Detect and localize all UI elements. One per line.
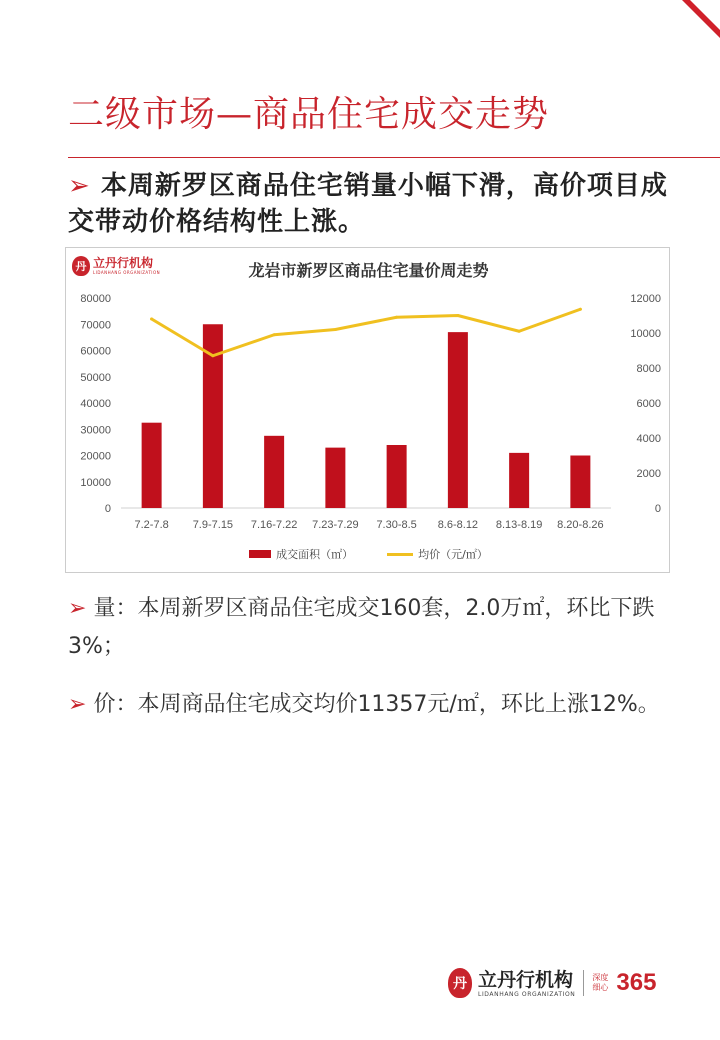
y-left-tick-label: 60000 [80, 345, 111, 358]
x-tick-label: 7.23-7.29 [312, 519, 359, 531]
x-tick-label: 8.20-8.26 [557, 519, 604, 531]
badge-365 [592, 969, 656, 997]
footer-divider [583, 970, 584, 996]
y-right-tick-label: 6000 [636, 398, 661, 410]
x-tick-label: 7.30-8.5 [376, 519, 417, 531]
price-point [518, 330, 521, 333]
x-tick-label: 8.13-8.19 [495, 519, 543, 531]
y-right-tick-label: 8000 [636, 363, 661, 375]
price-text: 价：本周商品住宅成交均价11357元/㎡，环比上涨12%。 [93, 692, 660, 717]
y-left-tick-label: 70000 [80, 319, 111, 332]
y-right-tick-label: 4000 [636, 433, 661, 445]
footer-logo [448, 968, 656, 998]
arrow-icon: ➢ [68, 171, 91, 201]
y-left-tick-label: 30000 [80, 424, 111, 437]
bar [264, 436, 284, 508]
badge-365-number: 365 [616, 969, 657, 996]
y-right-tick-label: 2000 [636, 468, 661, 480]
corner-accent-inner [690, 0, 720, 30]
x-tick-label: 7.2-7.8 [134, 519, 169, 531]
volume-bullet [68, 590, 668, 666]
y-left-tick-label: 40000 [80, 398, 111, 410]
title-divider [68, 157, 720, 158]
price-point [211, 354, 214, 357]
x-tick-label: 8.6-8.12 [437, 519, 479, 531]
price-point [334, 328, 337, 331]
summary-bullet [68, 168, 668, 240]
chart-plot [66, 248, 671, 574]
chart-title: 龙岩市新罗区商品住宅量价周走势 [248, 261, 489, 280]
bar [509, 453, 529, 508]
y-left-tick-label: 10000 [80, 476, 111, 489]
legend-swatch-bar [249, 550, 271, 558]
legend-item-area [249, 546, 353, 562]
x-tick-label: 7.16-7.22 [250, 519, 298, 531]
y-left-tick-label: 50000 [80, 371, 111, 384]
arrow-icon: ➢ [68, 692, 87, 717]
legend-label-area: 成交面积（㎡） [276, 548, 354, 561]
x-tick-label: 7.9-7.15 [192, 519, 234, 531]
logo-name-en: LIDANHANG ORGANIZATION [93, 270, 161, 275]
price-point [456, 314, 459, 317]
logo-name: 立丹行机构 [93, 256, 154, 270]
summary-text: 本周新罗区商品住宅销量小幅下滑，高价项目成交带动价格结构性上涨。 [68, 171, 668, 237]
volume-text: 量：本周新罗区商品住宅成交160套，2.0万㎡，环比下跌3%； [68, 596, 655, 659]
legend-item-price [387, 546, 488, 562]
y-right-tick-label: 10000 [630, 328, 661, 340]
y-right-tick-label: 0 [654, 503, 661, 515]
bar [142, 423, 162, 508]
y-left-tick-label: 0 [104, 503, 111, 515]
legend-swatch-line [387, 553, 413, 556]
badge-365-tag: 深度 细心 [592, 973, 609, 992]
price-bullet [68, 686, 668, 724]
logo-icon: 丹 [72, 256, 90, 276]
price-point [273, 333, 276, 336]
price-point [395, 316, 398, 319]
bar [448, 332, 468, 508]
footer-brand-en: LIDANHANG ORGANIZATION [478, 990, 576, 998]
price-point [150, 318, 153, 321]
legend-label-price: 均价（元/㎡） [418, 548, 488, 561]
y-left-tick-label: 80000 [80, 293, 111, 305]
chart-panel [65, 247, 670, 573]
bar [570, 456, 590, 509]
y-left-tick-label: 20000 [80, 450, 111, 463]
footer-logo-icon: 丹 [448, 968, 472, 998]
y-right-tick-label: 12000 [630, 293, 661, 305]
bar [387, 445, 407, 508]
chart-legend [66, 546, 671, 562]
bar [325, 448, 345, 508]
arrow-icon: ➢ [68, 596, 87, 621]
page-title: 二级市场—商品住宅成交走势 [68, 94, 550, 135]
price-point [579, 308, 582, 311]
footer-brand-name: 立丹行机构 [478, 968, 574, 991]
